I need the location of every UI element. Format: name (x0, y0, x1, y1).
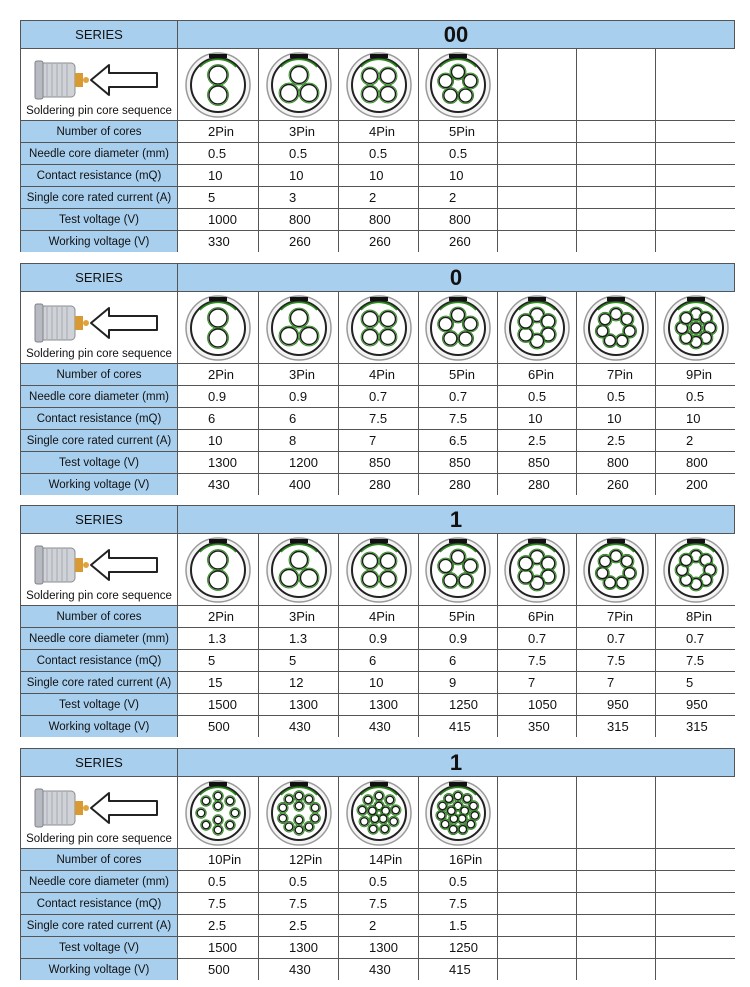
value-diameter: 0.5 (419, 143, 497, 164)
value-working_voltage: 260 (339, 231, 418, 252)
connector-image-cell (656, 292, 735, 363)
connector-image-cell (259, 292, 338, 363)
value-diameter: 0.9 (259, 386, 338, 407)
connector-face-5pin-icon (423, 293, 493, 363)
spec-row (0, 142, 750, 164)
value-diameter: 1.3 (178, 628, 258, 649)
value-cores: 5Pin (419, 364, 497, 385)
value-resistance: 10 (339, 165, 418, 186)
value-diameter: 0.5 (178, 871, 258, 892)
value-resistance: 6 (178, 408, 258, 429)
value-test_voltage: 800 (259, 209, 338, 230)
spec-row (0, 451, 750, 473)
value-current: 2 (339, 187, 418, 208)
value-diameter: 0.5 (498, 386, 576, 407)
series-value: 00 (178, 21, 734, 48)
connector-image-cell (656, 534, 735, 605)
soldering-sequence-label: Soldering pin core sequence (26, 590, 172, 602)
connector-image-cell (178, 534, 258, 605)
spec-row (0, 263, 750, 291)
empty-cell (498, 209, 576, 230)
value-diameter: 0.7 (419, 386, 497, 407)
row-label-current: Single core rated current (A) (21, 187, 177, 208)
spec-row (0, 208, 750, 230)
series-label: SERIES (21, 21, 177, 48)
value-working_voltage: 415 (419, 959, 497, 980)
row-label-cores: Number of cores (21, 364, 177, 385)
value-resistance: 7.5 (419, 893, 497, 914)
connector-face-3pin-icon (264, 293, 334, 363)
connector-face-7pin-icon (581, 293, 651, 363)
connector-face-7pin-icon (581, 535, 651, 605)
value-diameter: 0.5 (339, 871, 418, 892)
spec-row (0, 230, 750, 252)
row-label-resistance: Contact resistance (mQ) (21, 165, 177, 186)
value-resistance: 7.5 (498, 650, 576, 671)
soldering-sequence-cell (21, 292, 177, 363)
connector-face-6pin-icon (502, 293, 572, 363)
empty-cell (656, 871, 735, 892)
value-cores: 4Pin (339, 606, 418, 627)
value-diameter: 0.7 (339, 386, 418, 407)
series-label: SERIES (21, 506, 177, 533)
value-diameter: 0.9 (419, 628, 497, 649)
empty-cell (656, 187, 735, 208)
value-working_voltage: 280 (419, 474, 497, 495)
value-resistance: 10 (577, 408, 655, 429)
empty-cell (498, 121, 576, 142)
value-resistance: 7.5 (577, 650, 655, 671)
value-cores: 7Pin (577, 606, 655, 627)
value-working_voltage: 430 (178, 474, 258, 495)
empty-cell (656, 121, 735, 142)
connector-image-cell (259, 777, 338, 848)
value-resistance: 6 (339, 650, 418, 671)
spec-row (0, 715, 750, 737)
empty-cell (498, 871, 576, 892)
row-label-test_voltage: Test voltage (V) (21, 937, 177, 958)
empty-cell (656, 959, 735, 980)
row-label-resistance: Contact resistance (mQ) (21, 408, 177, 429)
value-test_voltage: 1300 (259, 937, 338, 958)
value-diameter: 0.5 (419, 871, 497, 892)
row-label-diameter: Needle core diameter (mm) (21, 628, 177, 649)
value-resistance: 7.5 (339, 893, 418, 914)
value-working_voltage: 200 (656, 474, 735, 495)
value-diameter: 0.5 (339, 143, 418, 164)
value-test_voltage: 1300 (178, 452, 258, 473)
spec-row (0, 936, 750, 958)
spec-row (0, 505, 750, 533)
row-label-test_voltage: Test voltage (V) (21, 209, 177, 230)
value-test_voltage: 1300 (339, 937, 418, 958)
empty-cell (577, 143, 655, 164)
value-working_voltage: 400 (259, 474, 338, 495)
value-cores: 3Pin (259, 606, 338, 627)
value-cores: 14Pin (339, 849, 418, 870)
spec-row (0, 848, 750, 870)
spec-row (0, 776, 750, 848)
connector-face-14pin-icon (344, 778, 414, 848)
value-test_voltage: 950 (656, 694, 735, 715)
empty-cell (577, 937, 655, 958)
connector-face-12pin-icon (264, 778, 334, 848)
value-cores: 10Pin (178, 849, 258, 870)
value-working_voltage: 415 (419, 716, 497, 737)
empty-cell (656, 915, 735, 936)
value-working_voltage: 500 (178, 716, 258, 737)
soldering-sequence-label: Soldering pin core sequence (26, 348, 172, 360)
spec-row (0, 20, 750, 48)
value-resistance: 7.5 (339, 408, 418, 429)
value-current: 2 (419, 187, 497, 208)
spec-row (0, 627, 750, 649)
value-resistance: 10 (259, 165, 338, 186)
connector-image-cell (656, 49, 735, 120)
empty-cell (498, 187, 576, 208)
connector-image-cell (178, 777, 258, 848)
row-label-cores: Number of cores (21, 121, 177, 142)
empty-cell (498, 959, 576, 980)
value-test_voltage: 1250 (419, 937, 497, 958)
value-working_voltage: 350 (498, 716, 576, 737)
series-value: 1 (178, 506, 734, 533)
value-resistance: 10 (656, 408, 735, 429)
value-working_voltage: 430 (339, 716, 418, 737)
connector-image-cell (259, 49, 338, 120)
empty-cell (656, 893, 735, 914)
row-label-working_voltage: Working voltage (V) (21, 231, 177, 252)
value-working_voltage: 260 (259, 231, 338, 252)
value-cores: 8Pin (656, 606, 735, 627)
value-cores: 12Pin (259, 849, 338, 870)
row-label-test_voltage: Test voltage (V) (21, 694, 177, 715)
value-current: 7 (498, 672, 576, 693)
empty-cell (656, 937, 735, 958)
value-test_voltage: 1050 (498, 694, 576, 715)
empty-cell (656, 143, 735, 164)
series-value: 0 (178, 264, 734, 291)
value-working_voltage: 280 (339, 474, 418, 495)
soldering-sequence-cell (21, 49, 177, 120)
connector-face-4pin-icon (344, 293, 414, 363)
value-current: 10 (339, 672, 418, 693)
value-diameter: 1.3 (259, 628, 338, 649)
row-label-working_voltage: Working voltage (V) (21, 959, 177, 980)
connector-plug-arrow-icon (29, 296, 169, 350)
spec-row (0, 363, 750, 385)
value-current: 3 (259, 187, 338, 208)
connector-face-5pin-icon (423, 535, 493, 605)
connector-plug-arrow-icon (29, 781, 169, 835)
empty-cell (498, 915, 576, 936)
spec-row (0, 429, 750, 451)
connector-image-cell (656, 777, 735, 848)
value-current: 2.5 (178, 915, 258, 936)
value-diameter: 0.5 (178, 143, 258, 164)
connector-image-cell (178, 49, 258, 120)
value-test_voltage: 1500 (178, 937, 258, 958)
value-current: 8 (259, 430, 338, 451)
connector-face-3pin-icon (264, 50, 334, 120)
value-test_voltage: 1300 (339, 694, 418, 715)
row-label-resistance: Contact resistance (mQ) (21, 893, 177, 914)
value-cores: 16Pin (419, 849, 497, 870)
connector-face-8pin-icon (661, 535, 731, 605)
connector-image-cell (577, 49, 655, 120)
series-label: SERIES (21, 264, 177, 291)
empty-cell (577, 959, 655, 980)
value-diameter: 0.9 (339, 628, 418, 649)
value-test_voltage: 850 (419, 452, 497, 473)
value-current: 2.5 (259, 915, 338, 936)
value-resistance: 7.5 (259, 893, 338, 914)
value-diameter: 0.7 (656, 628, 735, 649)
connector-face-2pin-icon (183, 50, 253, 120)
empty-cell (656, 209, 735, 230)
value-working_voltage: 260 (577, 474, 655, 495)
connector-face-2pin-icon (183, 535, 253, 605)
value-resistance: 6 (259, 408, 338, 429)
spec-row (0, 291, 750, 363)
value-test_voltage: 950 (577, 694, 655, 715)
value-resistance: 10 (178, 165, 258, 186)
spec-row (0, 186, 750, 208)
row-label-current: Single core rated current (A) (21, 430, 177, 451)
connector-face-16pin-icon (423, 778, 493, 848)
value-current: 6.5 (419, 430, 497, 451)
empty-cell (498, 143, 576, 164)
connector-image-cell (498, 534, 576, 605)
empty-cell (577, 187, 655, 208)
empty-cell (577, 871, 655, 892)
value-cores: 2Pin (178, 606, 258, 627)
spec-row (0, 958, 750, 980)
empty-cell (577, 165, 655, 186)
spec-row (0, 473, 750, 495)
row-label-working_voltage: Working voltage (V) (21, 474, 177, 495)
value-diameter: 0.5 (259, 143, 338, 164)
value-working_voltage: 280 (498, 474, 576, 495)
row-label-cores: Number of cores (21, 849, 177, 870)
value-resistance: 7.5 (656, 650, 735, 671)
row-label-test_voltage: Test voltage (V) (21, 452, 177, 473)
spec-row (0, 48, 750, 120)
value-current: 1.5 (419, 915, 497, 936)
value-test_voltage: 1300 (259, 694, 338, 715)
empty-cell (577, 915, 655, 936)
connector-face-4pin-icon (344, 50, 414, 120)
connector-image-cell (419, 49, 497, 120)
value-resistance: 5 (259, 650, 338, 671)
value-test_voltage: 800 (419, 209, 497, 230)
connector-image-cell (339, 49, 418, 120)
value-current: 2 (656, 430, 735, 451)
connector-face-6pin-icon (502, 535, 572, 605)
value-cores: 5Pin (419, 606, 497, 627)
value-cores: 5Pin (419, 121, 497, 142)
empty-cell (577, 209, 655, 230)
value-diameter: 0.5 (656, 386, 735, 407)
value-test_voltage: 1250 (419, 694, 497, 715)
value-diameter: 0.7 (577, 628, 655, 649)
spec-row (0, 385, 750, 407)
connector-image-cell (577, 777, 655, 848)
value-cores: 2Pin (178, 364, 258, 385)
empty-cell (577, 231, 655, 252)
value-test_voltage: 1000 (178, 209, 258, 230)
value-diameter: 0.9 (178, 386, 258, 407)
row-label-diameter: Needle core diameter (mm) (21, 871, 177, 892)
soldering-sequence-label: Soldering pin core sequence (26, 833, 172, 845)
connector-image-cell (498, 777, 576, 848)
connector-face-4pin-icon (344, 535, 414, 605)
value-test_voltage: 800 (339, 209, 418, 230)
spec-row (0, 120, 750, 142)
connector-plug-arrow-icon (29, 538, 169, 592)
connector-image-cell (339, 292, 418, 363)
value-cores: 3Pin (259, 364, 338, 385)
row-label-current: Single core rated current (A) (21, 915, 177, 936)
connector-image-cell (498, 49, 576, 120)
connector-face-9pin-icon (661, 293, 731, 363)
connector-image-cell (577, 534, 655, 605)
connector-image-cell (259, 534, 338, 605)
value-current: 2.5 (577, 430, 655, 451)
connector-image-cell (339, 534, 418, 605)
value-resistance: 6 (419, 650, 497, 671)
value-working_voltage: 430 (259, 716, 338, 737)
value-current: 7 (577, 672, 655, 693)
connector-image-cell (339, 777, 418, 848)
value-current: 5 (656, 672, 735, 693)
value-cores: 6Pin (498, 606, 576, 627)
value-cores: 4Pin (339, 121, 418, 142)
value-cores: 4Pin (339, 364, 418, 385)
connector-plug-arrow-icon (29, 53, 169, 107)
value-current: 15 (178, 672, 258, 693)
connector-image-cell (178, 292, 258, 363)
value-test_voltage: 850 (498, 452, 576, 473)
value-cores: 3Pin (259, 121, 338, 142)
connector-face-10pin-icon (183, 778, 253, 848)
empty-cell (577, 893, 655, 914)
value-working_voltage: 260 (419, 231, 497, 252)
spec-row (0, 892, 750, 914)
value-resistance: 5 (178, 650, 258, 671)
empty-cell (498, 849, 576, 870)
spec-row (0, 605, 750, 627)
value-test_voltage: 800 (577, 452, 655, 473)
value-test_voltage: 1200 (259, 452, 338, 473)
value-cores: 2Pin (178, 121, 258, 142)
row-label-cores: Number of cores (21, 606, 177, 627)
connector-image-cell (498, 292, 576, 363)
row-label-resistance: Contact resistance (mQ) (21, 650, 177, 671)
spec-row (0, 671, 750, 693)
soldering-sequence-cell (21, 534, 177, 605)
connector-face-3pin-icon (264, 535, 334, 605)
value-resistance: 7.5 (419, 408, 497, 429)
series-value: 1 (178, 749, 734, 776)
connector-image-cell (419, 534, 497, 605)
value-test_voltage: 800 (656, 452, 735, 473)
empty-cell (656, 165, 735, 186)
value-cores: 7Pin (577, 364, 655, 385)
spec-row (0, 914, 750, 936)
spec-row (0, 164, 750, 186)
series-label: SERIES (21, 749, 177, 776)
value-current: 2.5 (498, 430, 576, 451)
soldering-sequence-cell (21, 777, 177, 848)
row-label-working_voltage: Working voltage (V) (21, 716, 177, 737)
spec-row (0, 407, 750, 429)
value-resistance: 10 (498, 408, 576, 429)
empty-cell (498, 893, 576, 914)
value-resistance: 7.5 (178, 893, 258, 914)
empty-cell (498, 231, 576, 252)
spec-row (0, 649, 750, 671)
empty-cell (498, 937, 576, 958)
value-current: 7 (339, 430, 418, 451)
value-diameter: 0.5 (577, 386, 655, 407)
empty-cell (656, 849, 735, 870)
row-label-diameter: Needle core diameter (mm) (21, 386, 177, 407)
value-cores: 9Pin (656, 364, 735, 385)
spec-row (0, 748, 750, 776)
empty-cell (498, 165, 576, 186)
value-resistance: 10 (419, 165, 497, 186)
value-working_voltage: 330 (178, 231, 258, 252)
connector-image-cell (419, 292, 497, 363)
value-working_voltage: 430 (259, 959, 338, 980)
empty-cell (577, 849, 655, 870)
value-diameter: 0.5 (259, 871, 338, 892)
value-cores: 6Pin (498, 364, 576, 385)
connector-image-cell (577, 292, 655, 363)
value-test_voltage: 1500 (178, 694, 258, 715)
connector-face-2pin-icon (183, 293, 253, 363)
value-test_voltage: 850 (339, 452, 418, 473)
spec-row (0, 693, 750, 715)
empty-cell (577, 121, 655, 142)
connector-face-5pin-icon (423, 50, 493, 120)
value-working_voltage: 500 (178, 959, 258, 980)
row-label-diameter: Needle core diameter (mm) (21, 143, 177, 164)
value-current: 12 (259, 672, 338, 693)
empty-cell (656, 231, 735, 252)
spec-row (0, 533, 750, 605)
value-current: 9 (419, 672, 497, 693)
soldering-sequence-label: Soldering pin core sequence (26, 105, 172, 117)
value-current: 2 (339, 915, 418, 936)
value-working_voltage: 315 (656, 716, 735, 737)
connector-image-cell (419, 777, 497, 848)
value-working_voltage: 315 (577, 716, 655, 737)
row-label-current: Single core rated current (A) (21, 672, 177, 693)
value-working_voltage: 430 (339, 959, 418, 980)
spec-row (0, 870, 750, 892)
value-current: 10 (178, 430, 258, 451)
value-diameter: 0.7 (498, 628, 576, 649)
value-current: 5 (178, 187, 258, 208)
